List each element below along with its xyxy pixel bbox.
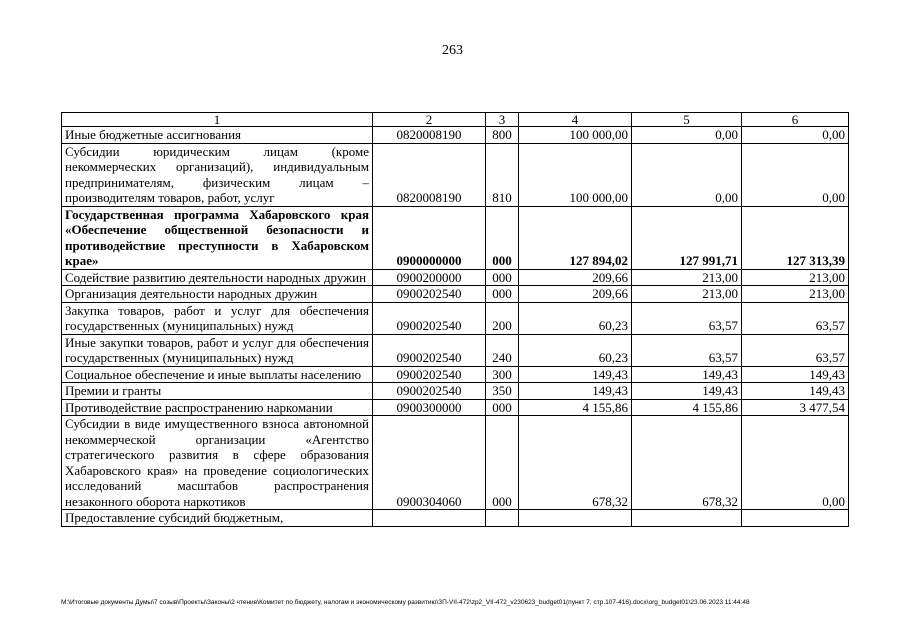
row-code-cell: 0900202540 (373, 302, 486, 334)
row-vr-cell: 000 (486, 399, 519, 416)
row-vr-cell (486, 510, 519, 527)
table-row (62, 416, 849, 510)
row-amount-col6-cell: 149,43 (742, 383, 849, 400)
row-code-cell: 0900300000 (373, 399, 486, 416)
row-amount-col6-cell: 0,00 (742, 416, 849, 510)
row-amount-col4-cell: 100 000,00 (519, 127, 632, 144)
page-number: 263 (442, 43, 463, 58)
row-name-cell: Закупка товаров, работ и услуг для обеспечения государственных (муниципальных) нужд (62, 302, 373, 334)
row-vr-cell: 800 (486, 127, 519, 144)
row-amount-col4-cell: 100 000,00 (519, 143, 632, 206)
row-code-cell: 0900202540 (373, 383, 486, 400)
row-vr-cell: 200 (486, 302, 519, 334)
row-amount-col6-cell: 213,00 (742, 286, 849, 303)
row-name-cell: Содействие развитию деятельности народных дружин (62, 269, 373, 286)
row-amount-col4-cell: 127 894,02 (519, 206, 632, 269)
row-vr-cell: 000 (486, 416, 519, 510)
row-name-cell: Противодействие распространению наркомании (62, 399, 373, 416)
row-name-cell: Субсидии в виде имущественного взноса автономной некоммерческой организации «Агентство стратегического развития в сфере образования Хабаровского края» на проведение социологических исследований масштабов распространения незаконного оборота наркотиков (62, 416, 373, 510)
table-row (62, 399, 849, 416)
row-code-cell: 0820008190 (373, 143, 486, 206)
row-amount-col6-cell: 213,00 (742, 269, 849, 286)
row-amount-col6-cell: 149,43 (742, 366, 849, 383)
row-amount-col6-cell: 63,57 (742, 334, 849, 366)
row-amount-col5-cell: 678,32 (632, 416, 742, 510)
header-cell-1: 1 (62, 113, 373, 127)
row-amount-col4-cell: 678,32 (519, 416, 632, 510)
row-amount-col5-cell: 63,57 (632, 302, 742, 334)
row-amount-col5-cell: 4 155,86 (632, 399, 742, 416)
table-row (62, 143, 849, 206)
header-cell-4: 4 (519, 113, 632, 127)
table-row (62, 510, 849, 527)
row-code-cell: 0900202540 (373, 286, 486, 303)
table-row (62, 334, 849, 366)
row-name-cell: Иные бюджетные ассигнования (62, 127, 373, 144)
row-amount-col5-cell: 127 991,71 (632, 206, 742, 269)
row-name-cell: Иные закупки товаров, работ и услуг для обеспечения государственных (муниципальных) нужд (62, 334, 373, 366)
row-amount-col6-cell: 127 313,39 (742, 206, 849, 269)
row-amount-col4-cell: 60,23 (519, 334, 632, 366)
header-cell-6: 6 (742, 113, 849, 127)
row-amount-col4-cell: 209,66 (519, 269, 632, 286)
row-amount-col6-cell: 63,57 (742, 302, 849, 334)
table-row (62, 302, 849, 334)
row-amount-col6-cell: 0,00 (742, 127, 849, 144)
row-name-cell: Организация деятельности народных дружин (62, 286, 373, 303)
row-amount-col4-cell: 4 155,86 (519, 399, 632, 416)
row-amount-col5-cell: 213,00 (632, 286, 742, 303)
row-code-cell: 0900200000 (373, 269, 486, 286)
row-vr-cell: 810 (486, 143, 519, 206)
document-path-footer: M:\Итоговые документы Думы\7 созыв\Проекты\Законы\2 чтение\Комитет по бюджету, налогам и экономическому развитию\ЗП-VII-472\zp2_VII-472_v230623_budget01(пункт 7, стр.107-416).docx\org_budget01\23.06.2023 11:44:48 (61, 599, 750, 606)
row-code-cell: 0820008190 (373, 127, 486, 144)
row-amount-col5-cell: 149,43 (632, 383, 742, 400)
table-row (62, 127, 849, 144)
row-name-cell: Государственная программа Хабаровского края «Обеспечение общественной безопасности и противодействие преступности в Хабаровском крае» (62, 206, 373, 269)
row-name-cell: Субсидии юридическим лицам (кроме некоммерческих организаций), индивидуальным предпринимателям, физическим лицам – производителям товаров, работ, услуг (62, 143, 373, 206)
row-amount-col4-cell (519, 510, 632, 527)
header-cell-3: 3 (486, 113, 519, 127)
table-row (62, 286, 849, 303)
row-vr-cell: 350 (486, 383, 519, 400)
row-code-cell: 0900202540 (373, 334, 486, 366)
row-vr-cell: 000 (486, 269, 519, 286)
row-amount-col4-cell: 60,23 (519, 302, 632, 334)
row-code-cell (373, 510, 486, 527)
row-amount-col4-cell: 209,66 (519, 286, 632, 303)
row-amount-col5-cell: 149,43 (632, 366, 742, 383)
table-row (62, 269, 849, 286)
row-vr-cell: 000 (486, 206, 519, 269)
row-name-cell: Предоставление субсидий бюджетным, (62, 510, 373, 527)
header-cell-5: 5 (632, 113, 742, 127)
row-name-cell: Премии и гранты (62, 383, 373, 400)
row-code-cell: 0900202540 (373, 366, 486, 383)
row-amount-col4-cell: 149,43 (519, 366, 632, 383)
header-cell-2: 2 (373, 113, 486, 127)
row-vr-cell: 300 (486, 366, 519, 383)
row-vr-cell: 000 (486, 286, 519, 303)
row-amount-col5-cell: 213,00 (632, 269, 742, 286)
table-row (62, 383, 849, 400)
row-code-cell: 0900304060 (373, 416, 486, 510)
table-row (62, 366, 849, 383)
row-amount-col4-cell: 149,43 (519, 383, 632, 400)
row-amount-col5-cell: 0,00 (632, 143, 742, 206)
row-code-cell: 0900000000 (373, 206, 486, 269)
row-name-cell: Социальное обеспечение и иные выплаты населению (62, 366, 373, 383)
row-amount-col5-cell (632, 510, 742, 527)
table-header-row (62, 113, 849, 127)
row-amount-col5-cell: 0,00 (632, 127, 742, 144)
table-row (62, 206, 849, 269)
row-amount-col6-cell: 3 477,54 (742, 399, 849, 416)
row-amount-col6-cell: 0,00 (742, 143, 849, 206)
row-vr-cell: 240 (486, 334, 519, 366)
budget-table (61, 112, 849, 527)
row-amount-col6-cell (742, 510, 849, 527)
row-amount-col5-cell: 63,57 (632, 334, 742, 366)
